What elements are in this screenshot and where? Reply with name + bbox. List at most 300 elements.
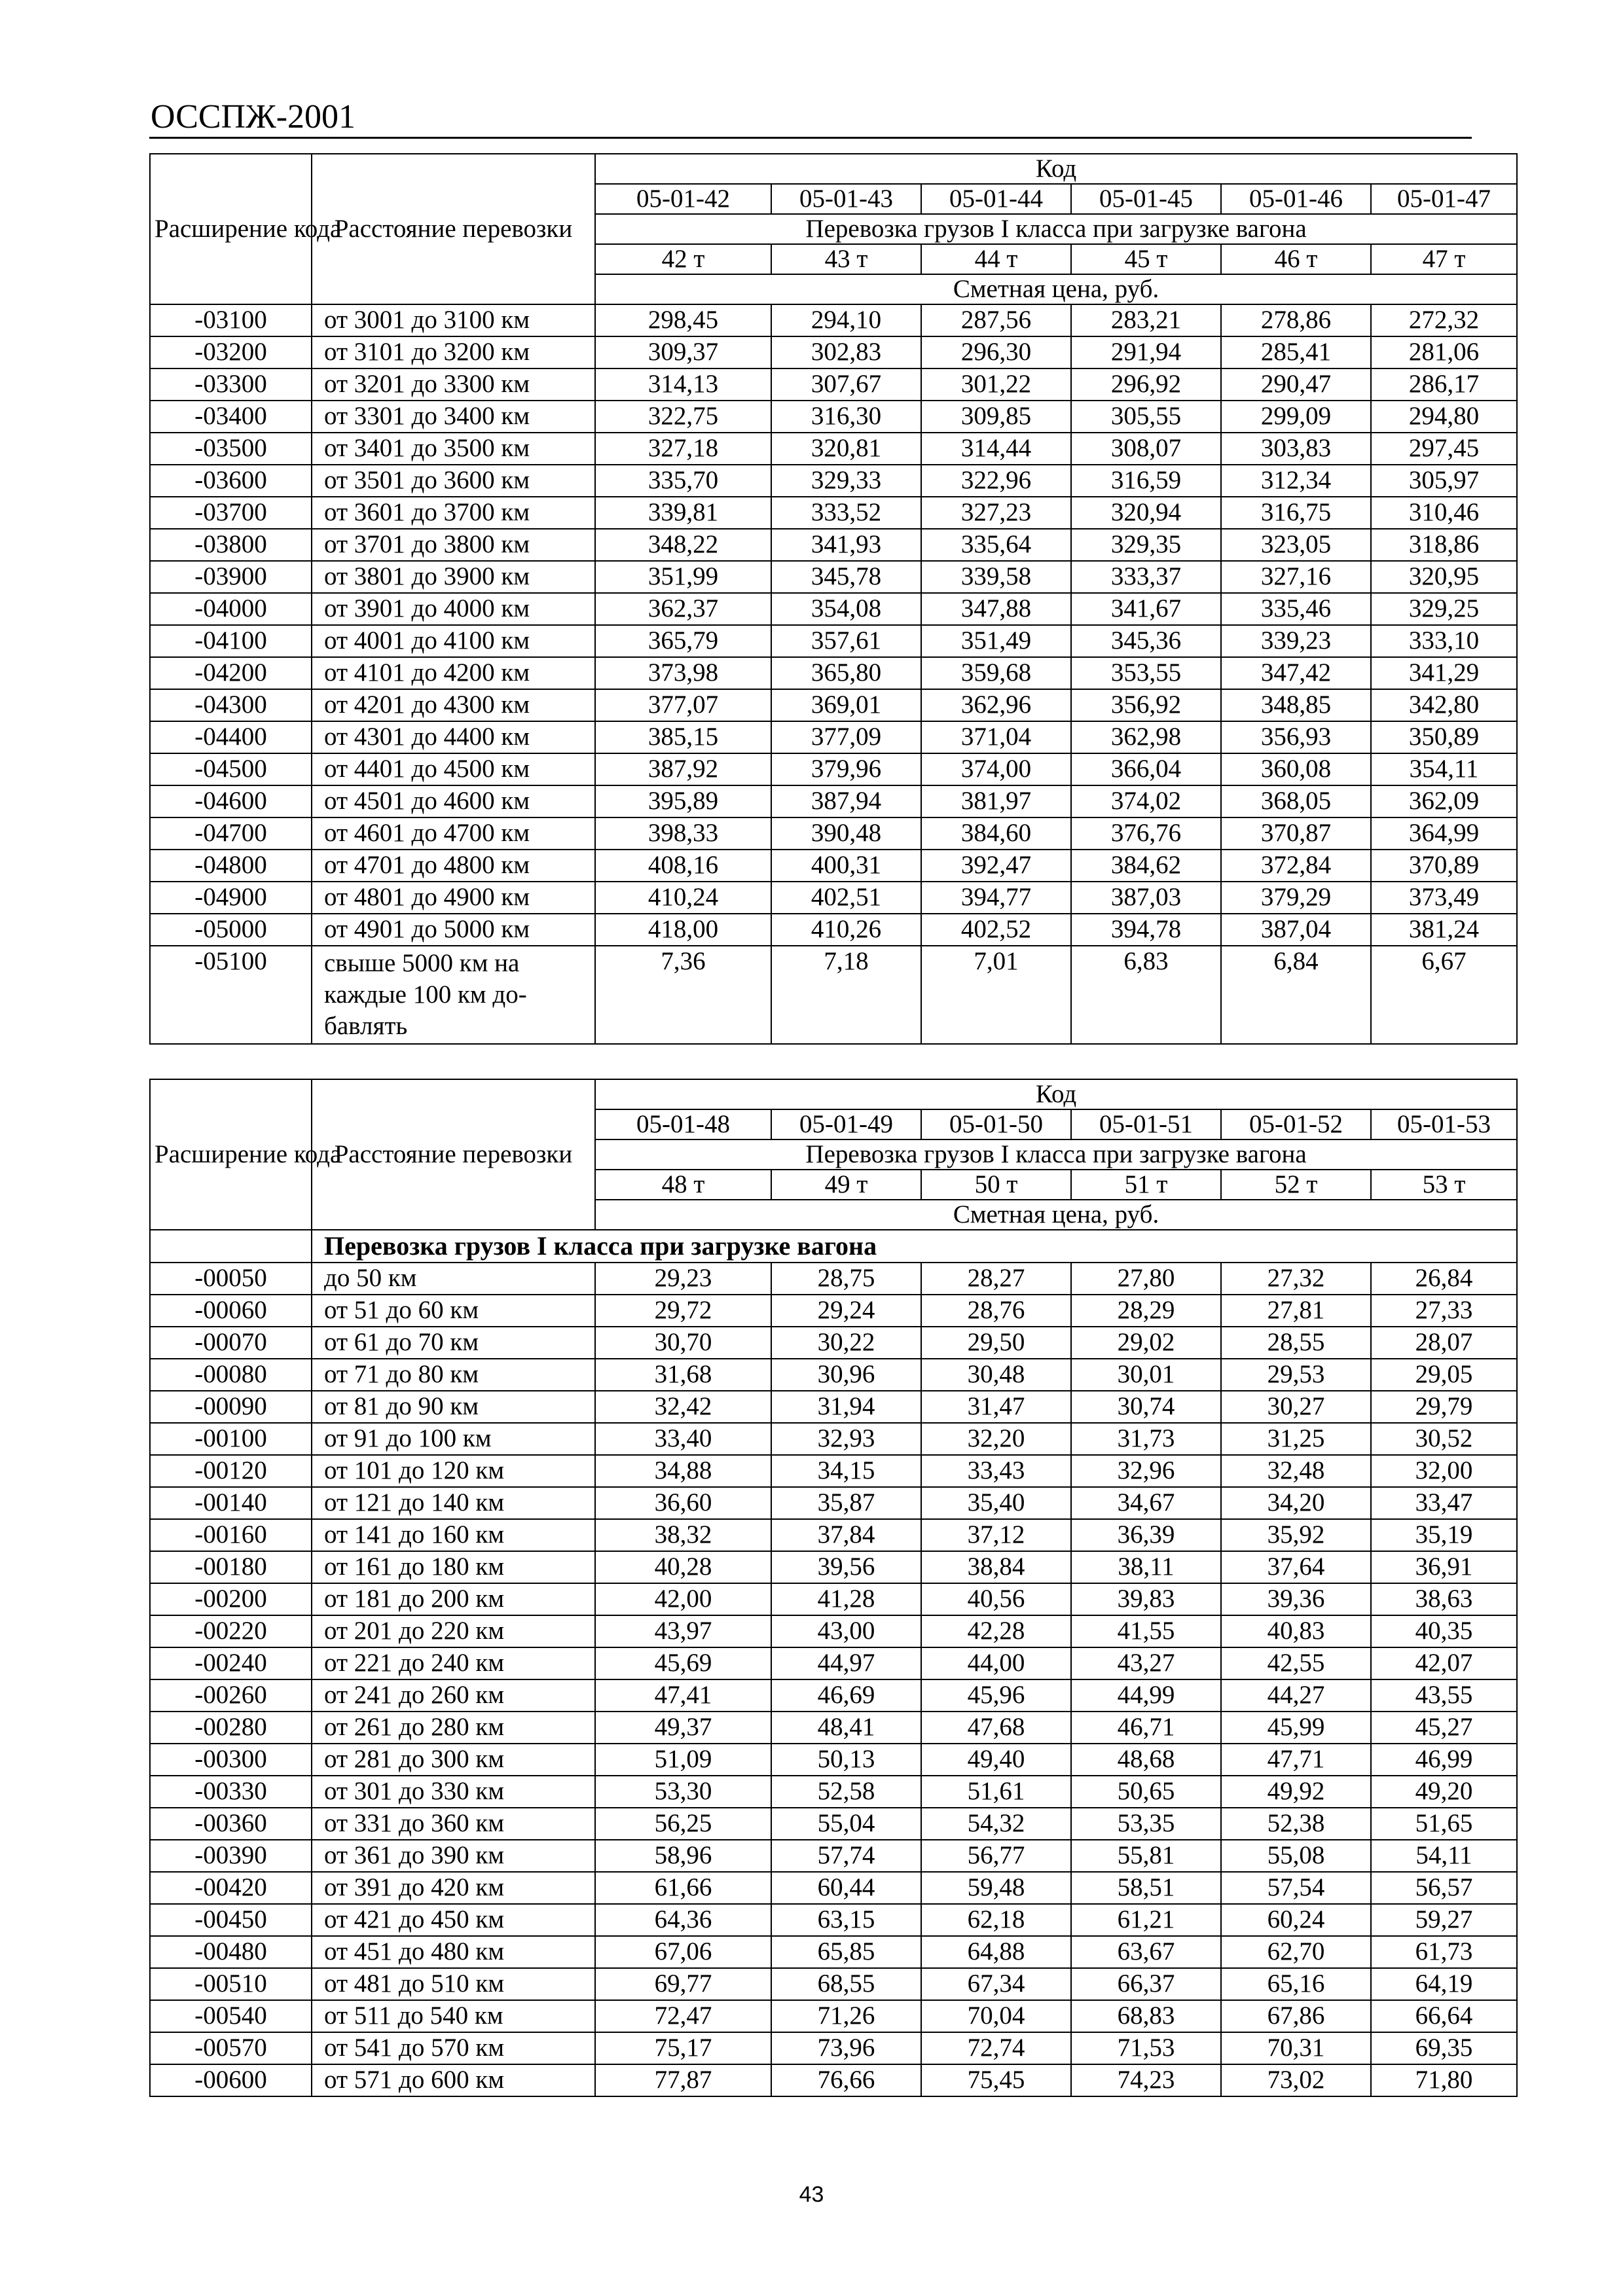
row-distance: от 511 до 540 км — [312, 2000, 595, 2032]
row-price-value: 312,34 — [1221, 465, 1371, 497]
row-price-value: 42,28 — [921, 1615, 1071, 1647]
row-distance: от 71 до 80 км — [312, 1359, 595, 1391]
row-distance: от 121 до 140 км — [312, 1487, 595, 1519]
row-extension-code: -05100 — [150, 946, 312, 1044]
row-price-value: 67,34 — [921, 1968, 1071, 2000]
row-price-value: 366,04 — [1071, 753, 1221, 785]
table-row — [150, 1904, 1517, 1936]
row-price-value: 53,35 — [1071, 1808, 1221, 1840]
row-price-value: 34,88 — [595, 1455, 771, 1487]
row-price-value: 303,83 — [1221, 433, 1371, 465]
row-price-value: 49,37 — [595, 1712, 771, 1744]
row-price-value: 57,74 — [771, 1840, 921, 1872]
table-row — [150, 2032, 1517, 2064]
row-price-value: 7,36 — [595, 946, 771, 1044]
row-extension-code: -00180 — [150, 1551, 312, 1583]
row-price-value: 299,09 — [1221, 401, 1371, 433]
row-price-value: 67,86 — [1221, 2000, 1371, 2032]
row-price-value: 56,77 — [921, 1840, 1071, 1872]
header-tonnage: 44 т — [921, 244, 1071, 274]
row-price-value: 59,27 — [1371, 1904, 1517, 1936]
row-price-value: 316,30 — [771, 401, 921, 433]
row-distance: от 221 до 240 км — [312, 1647, 595, 1679]
row-price-value: 66,64 — [1371, 2000, 1517, 2032]
row-price-value: 56,57 — [1371, 1872, 1517, 1904]
row-extension-code: -00360 — [150, 1808, 312, 1840]
header-code-value: 05-01-42 — [595, 184, 771, 214]
row-extension-code: -00220 — [150, 1615, 312, 1647]
row-extension-code: -00420 — [150, 1872, 312, 1904]
table-row — [150, 657, 1517, 689]
row-price-value: 58,51 — [1071, 1872, 1221, 1904]
row-price-value: 34,67 — [1071, 1487, 1221, 1519]
table-row — [150, 850, 1517, 882]
row-price-value: 356,92 — [1071, 689, 1221, 721]
row-price-value: 309,37 — [595, 336, 771, 368]
row-price-value: 309,85 — [921, 401, 1071, 433]
row-price-value: 40,56 — [921, 1583, 1071, 1615]
row-price-value: 369,01 — [771, 689, 921, 721]
row-price-value: 29,53 — [1221, 1359, 1371, 1391]
row-price-value: 75,45 — [921, 2064, 1071, 2096]
header-tonnage: 52 т — [1221, 1170, 1371, 1200]
row-price-value: 73,02 — [1221, 2064, 1371, 2096]
row-extension-code: -03300 — [150, 368, 312, 401]
row-price-value: 37,12 — [921, 1519, 1071, 1551]
row-price-value: 28,55 — [1221, 1327, 1371, 1359]
row-price-value: 283,21 — [1071, 304, 1221, 336]
row-price-value: 6,84 — [1221, 946, 1371, 1044]
row-price-value: 291,94 — [1071, 336, 1221, 368]
row-price-value: 362,09 — [1371, 785, 1517, 817]
row-extension-code: -00570 — [150, 2032, 312, 2064]
header-code-value: 05-01-43 — [771, 184, 921, 214]
row-price-value: 68,55 — [771, 1968, 921, 2000]
row-extension-code: -00070 — [150, 1327, 312, 1359]
header-price: Сметная цена, руб. — [595, 1200, 1517, 1230]
row-price-value: 394,77 — [921, 882, 1071, 914]
table-row — [150, 593, 1517, 625]
row-price-value: 49,92 — [1221, 1776, 1371, 1808]
row-price-value: 301,22 — [921, 368, 1071, 401]
header-distance: Расстояние перевозки — [312, 1079, 595, 1230]
row-price-value: 43,97 — [595, 1615, 771, 1647]
row-price-value: 32,96 — [1071, 1455, 1221, 1487]
row-price-value: 51,09 — [595, 1744, 771, 1776]
row-price-value: 44,97 — [771, 1647, 921, 1679]
row-price-value: 38,11 — [1071, 1551, 1221, 1583]
row-price-value: 65,85 — [771, 1936, 921, 1968]
row-price-value: 302,83 — [771, 336, 921, 368]
row-price-value: 30,27 — [1221, 1391, 1371, 1423]
row-distance: от 81 до 90 км — [312, 1391, 595, 1423]
row-extension-code: -04900 — [150, 882, 312, 914]
header-tonnage: 45 т — [1071, 244, 1221, 274]
row-price-value: 376,76 — [1071, 817, 1221, 850]
row-price-value: 77,87 — [595, 2064, 771, 2096]
row-price-value: 348,85 — [1221, 689, 1371, 721]
row-price-value: 71,26 — [771, 2000, 921, 2032]
header-tonnage: 43 т — [771, 244, 921, 274]
row-price-value: 28,07 — [1371, 1327, 1517, 1359]
row-price-value: 45,69 — [595, 1647, 771, 1679]
header-code-value: 05-01-50 — [921, 1109, 1071, 1139]
header-code-value: 05-01-45 — [1071, 184, 1221, 214]
table-row — [150, 914, 1517, 946]
row-distance-line: свыше 5000 км на — [324, 949, 520, 977]
table-row — [150, 1712, 1517, 1744]
row-price-value: 385,15 — [595, 721, 771, 753]
row-extension-code: -00450 — [150, 1904, 312, 1936]
row-price-value: 30,70 — [595, 1327, 771, 1359]
header-tonnage: 48 т — [595, 1170, 771, 1200]
row-price-value: 35,87 — [771, 1487, 921, 1519]
row-price-value: 294,80 — [1371, 401, 1517, 433]
row-price-value: 75,17 — [595, 2032, 771, 2064]
row-price-value: 320,81 — [771, 433, 921, 465]
row-price-value: 354,08 — [771, 593, 921, 625]
row-extension-code: -00240 — [150, 1647, 312, 1679]
row-price-value: 70,31 — [1221, 2032, 1371, 2064]
page-number: 43 — [799, 2182, 824, 2207]
row-price-value: 35,19 — [1371, 1519, 1517, 1551]
table-row — [150, 465, 1517, 497]
row-price-value: 37,64 — [1221, 1551, 1371, 1583]
row-price-value: 390,48 — [771, 817, 921, 850]
row-price-value: 29,02 — [1071, 1327, 1221, 1359]
header-code-value: 05-01-49 — [771, 1109, 921, 1139]
header-tonnage: 50 т — [921, 1170, 1071, 1200]
table-row — [150, 1295, 1517, 1327]
row-extension-code: -03500 — [150, 433, 312, 465]
row-price-value: 327,18 — [595, 433, 771, 465]
row-price-value: 47,71 — [1221, 1744, 1371, 1776]
row-price-value: 351,99 — [595, 561, 771, 593]
row-price-value: 39,83 — [1071, 1583, 1221, 1615]
row-price-value: 379,29 — [1221, 882, 1371, 914]
row-price-value: 27,80 — [1071, 1263, 1221, 1295]
row-extension-code: -04700 — [150, 817, 312, 850]
table-row — [150, 1551, 1517, 1583]
row-price-value: 327,23 — [921, 497, 1071, 529]
row-distance: от 451 до 480 км — [312, 1936, 595, 1968]
row-price-value: 294,10 — [771, 304, 921, 336]
row-distance: от 4301 до 4400 км — [312, 721, 595, 753]
row-price-value: 368,05 — [1221, 785, 1371, 817]
table-row — [150, 1615, 1517, 1647]
row-price-value: 316,75 — [1221, 497, 1371, 529]
header-distance: Расстояние перевозки — [312, 154, 595, 304]
row-price-value: 45,27 — [1371, 1712, 1517, 1744]
table-row — [150, 1840, 1517, 1872]
row-price-value: 31,25 — [1221, 1423, 1371, 1455]
row-price-value: 64,88 — [921, 1936, 1071, 1968]
row-price-value: 384,60 — [921, 817, 1071, 850]
row-price-value: 30,96 — [771, 1359, 921, 1391]
table-row — [150, 1391, 1517, 1423]
row-distance: от 4201 до 4300 км — [312, 689, 595, 721]
row-distance: от 4101 до 4200 км — [312, 657, 595, 689]
row-price-value: 341,93 — [771, 529, 921, 561]
row-distance: от 3301 до 3400 км — [312, 401, 595, 433]
table-row — [150, 625, 1517, 657]
row-price-value: 39,36 — [1221, 1583, 1371, 1615]
row-price-value: 28,75 — [771, 1263, 921, 1295]
row-price-value: 360,08 — [1221, 753, 1371, 785]
price-table-2 — [149, 1079, 1518, 2097]
row-price-value: 329,25 — [1371, 593, 1517, 625]
table-row — [150, 1519, 1517, 1551]
row-price-value: 373,98 — [595, 657, 771, 689]
row-distance: от 3601 до 3700 км — [312, 497, 595, 529]
price-table-1 — [149, 153, 1518, 1045]
table-row — [150, 2064, 1517, 2096]
row-price-value: 66,37 — [1071, 1968, 1221, 2000]
row-price-value: 60,24 — [1221, 1904, 1371, 1936]
row-price-value: 32,93 — [771, 1423, 921, 1455]
row-price-value: 370,87 — [1221, 817, 1371, 850]
row-price-value: 29,72 — [595, 1295, 771, 1327]
row-price-value: 29,23 — [595, 1263, 771, 1295]
row-distance: от 3201 до 3300 км — [312, 368, 595, 401]
table-row — [150, 1808, 1517, 1840]
row-price-value: 46,69 — [771, 1679, 921, 1712]
header-code-value: 05-01-48 — [595, 1109, 771, 1139]
section-row — [150, 1230, 1517, 1263]
row-price-value: 47,68 — [921, 1712, 1071, 1744]
row-price-value: 73,96 — [771, 2032, 921, 2064]
row-extension-code: -03700 — [150, 497, 312, 529]
row-price-value: 34,15 — [771, 1455, 921, 1487]
row-price-value: 364,99 — [1371, 817, 1517, 850]
row-price-value: 71,53 — [1071, 2032, 1221, 2064]
table-row — [150, 753, 1517, 785]
row-price-value: 43,00 — [771, 1615, 921, 1647]
row-price-value: 345,36 — [1071, 625, 1221, 657]
row-price-value: 71,80 — [1371, 2064, 1517, 2096]
row-distance: от 4901 до 5000 км — [312, 914, 595, 946]
row-distance: от 3901 до 4000 км — [312, 593, 595, 625]
row-price-value: 345,78 — [771, 561, 921, 593]
row-price-value: 41,28 — [771, 1583, 921, 1615]
row-price-value: 54,11 — [1371, 1840, 1517, 1872]
row-price-value: 32,20 — [921, 1423, 1071, 1455]
row-price-value: 354,11 — [1371, 753, 1517, 785]
row-distance: от 51 до 60 км — [312, 1295, 595, 1327]
row-extension-code: -04300 — [150, 689, 312, 721]
row-price-value: 74,23 — [1071, 2064, 1221, 2096]
table-row — [150, 1744, 1517, 1776]
row-price-value: 327,16 — [1221, 561, 1371, 593]
row-extension-code: -03100 — [150, 304, 312, 336]
table-row — [150, 529, 1517, 561]
row-extension-code: -00060 — [150, 1295, 312, 1327]
row-extension-code: -05000 — [150, 914, 312, 946]
table-row — [150, 1359, 1517, 1391]
row-price-value: 42,00 — [595, 1583, 771, 1615]
table-row — [150, 2000, 1517, 2032]
row-extension-code: -03800 — [150, 529, 312, 561]
row-price-value: 52,58 — [771, 1776, 921, 1808]
document-header — [149, 84, 1472, 139]
row-distance: от 161 до 180 км — [312, 1551, 595, 1583]
header-tonnage: 47 т — [1371, 244, 1517, 274]
row-price-value: 356,93 — [1221, 721, 1371, 753]
row-price-value: 34,20 — [1221, 1487, 1371, 1519]
row-price-value: 33,47 — [1371, 1487, 1517, 1519]
row-price-value: 30,22 — [771, 1327, 921, 1359]
row-distance: от 4601 до 4700 км — [312, 817, 595, 850]
row-distance: от 141 до 160 км — [312, 1519, 595, 1551]
row-extension-code: -00510 — [150, 1968, 312, 2000]
row-price-value: 387,94 — [771, 785, 921, 817]
row-price-value: 410,24 — [595, 882, 771, 914]
row-price-value: 62,70 — [1221, 1936, 1371, 1968]
header-tonnage: 51 т — [1071, 1170, 1221, 1200]
row-price-value: 335,70 — [595, 465, 771, 497]
row-extension-code: -00080 — [150, 1359, 312, 1391]
row-price-value: 29,79 — [1371, 1391, 1517, 1423]
row-price-value: 49,20 — [1371, 1776, 1517, 1808]
row-price-value: 32,48 — [1221, 1455, 1371, 1487]
row-price-value: 381,24 — [1371, 914, 1517, 946]
row-price-value: 384,62 — [1071, 850, 1221, 882]
row-extension-code: -00300 — [150, 1744, 312, 1776]
row-price-value: 350,89 — [1371, 721, 1517, 753]
table-row — [150, 401, 1517, 433]
row-distance: от 201 до 220 км — [312, 1615, 595, 1647]
row-extension-code: -00260 — [150, 1679, 312, 1712]
row-price-value: 30,74 — [1071, 1391, 1221, 1423]
row-price-value: 339,58 — [921, 561, 1071, 593]
table-row — [150, 1487, 1517, 1519]
row-price-value: 32,42 — [595, 1391, 771, 1423]
row-price-value: 36,39 — [1071, 1519, 1221, 1551]
row-price-value: 42,07 — [1371, 1647, 1517, 1679]
row-price-value: 371,04 — [921, 721, 1071, 753]
row-price-value: 308,07 — [1071, 433, 1221, 465]
row-price-value: 362,96 — [921, 689, 1071, 721]
row-price-value: 322,75 — [595, 401, 771, 433]
row-price-value: 60,44 — [771, 1872, 921, 1904]
row-extension-code: -00390 — [150, 1840, 312, 1872]
row-price-value: 296,30 — [921, 336, 1071, 368]
row-price-value: 38,32 — [595, 1519, 771, 1551]
row-distance: от 391 до 420 км — [312, 1872, 595, 1904]
row-price-value: 387,03 — [1071, 882, 1221, 914]
row-price-value: 365,80 — [771, 657, 921, 689]
row-distance: от 281 до 300 км — [312, 1744, 595, 1776]
row-price-value: 30,48 — [921, 1359, 1071, 1391]
row-price-value: 362,98 — [1071, 721, 1221, 753]
row-price-value: 43,55 — [1371, 1679, 1517, 1712]
row-extension-code: -04000 — [150, 593, 312, 625]
row-price-value: 272,32 — [1371, 304, 1517, 336]
row-price-value: 65,16 — [1221, 1968, 1371, 2000]
row-price-value: 31,73 — [1071, 1423, 1221, 1455]
row-price-value: 348,22 — [595, 529, 771, 561]
header-tonnage: 46 т — [1221, 244, 1371, 274]
row-distance: от 361 до 390 км — [312, 1840, 595, 1872]
row-price-value: 47,41 — [595, 1679, 771, 1712]
row-price-value: 320,95 — [1371, 561, 1517, 593]
header-loading: Перевозка грузов I класса при загрузке вагона — [595, 1139, 1517, 1170]
row-price-value: 297,45 — [1371, 433, 1517, 465]
row-distance: от 421 до 450 км — [312, 1904, 595, 1936]
row-distance: от 3001 до 3100 км — [312, 304, 595, 336]
row-price-value: 35,92 — [1221, 1519, 1371, 1551]
row-price-value: 44,00 — [921, 1647, 1071, 1679]
row-distance: от 3101 до 3200 км — [312, 336, 595, 368]
row-price-value: 67,06 — [595, 1936, 771, 1968]
row-price-value: 46,71 — [1071, 1712, 1221, 1744]
row-price-value: 28,29 — [1071, 1295, 1221, 1327]
row-price-value: 43,27 — [1071, 1647, 1221, 1679]
row-price-value: 52,38 — [1221, 1808, 1371, 1840]
row-price-value: 400,31 — [771, 850, 921, 882]
table-row — [150, 1583, 1517, 1615]
row-price-value: 40,28 — [595, 1551, 771, 1583]
section-empty — [150, 1230, 312, 1263]
row-price-value: 72,74 — [921, 2032, 1071, 2064]
row-price-value: 50,65 — [1071, 1776, 1221, 1808]
row-price-value: 26,84 — [1371, 1263, 1517, 1295]
row-price-value: 322,96 — [921, 465, 1071, 497]
row-distance: от 4001 до 4100 км — [312, 625, 595, 657]
row-price-value: 408,16 — [595, 850, 771, 882]
row-price-value: 6,67 — [1371, 946, 1517, 1044]
row-distance: от 301 до 330 км — [312, 1776, 595, 1808]
header-row — [150, 1079, 1517, 1109]
row-extension-code: -04500 — [150, 753, 312, 785]
row-price-value: 353,55 — [1071, 657, 1221, 689]
row-price-value: 31,68 — [595, 1359, 771, 1391]
header-code-value: 05-01-53 — [1371, 1109, 1517, 1139]
row-price-value: 70,04 — [921, 2000, 1071, 2032]
row-price-value: 314,13 — [595, 368, 771, 401]
row-distance: до 50 км — [312, 1263, 595, 1295]
header-price: Сметная цена, руб. — [595, 274, 1517, 304]
row-price-value: 7,01 — [921, 946, 1071, 1044]
row-price-value: 45,99 — [1221, 1712, 1371, 1744]
row-price-value: 377,09 — [771, 721, 921, 753]
row-price-value: 305,55 — [1071, 401, 1221, 433]
row-price-value: 49,40 — [921, 1744, 1071, 1776]
row-distance: от 571 до 600 км — [312, 2064, 595, 2096]
row-price-value: 62,18 — [921, 1904, 1071, 1936]
table-row — [150, 561, 1517, 593]
row-price-value: 339,23 — [1221, 625, 1371, 657]
row-extension-code: -00200 — [150, 1583, 312, 1615]
row-price-value: 54,32 — [921, 1808, 1071, 1840]
row-price-value: 341,29 — [1371, 657, 1517, 689]
row-price-value: 287,56 — [921, 304, 1071, 336]
row-price-value: 398,33 — [595, 817, 771, 850]
row-extension-code: -03900 — [150, 561, 312, 593]
row-price-value: 36,91 — [1371, 1551, 1517, 1583]
row-price-value: 63,67 — [1071, 1936, 1221, 1968]
header-loading: Перевозка грузов I класса при загрузке вагона — [595, 214, 1517, 244]
row-price-value: 342,80 — [1371, 689, 1517, 721]
row-distance-line: бавлять — [324, 1012, 408, 1040]
header-code: Код — [595, 1079, 1517, 1109]
row-price-value: 323,05 — [1221, 529, 1371, 561]
row-price-value: 410,26 — [771, 914, 921, 946]
row-price-value: 59,48 — [921, 1872, 1071, 1904]
section-title: Перевозка грузов I класса при загрузке вагона — [312, 1230, 1517, 1263]
row-extension-code: -04100 — [150, 625, 312, 657]
row-price-value: 329,33 — [771, 465, 921, 497]
